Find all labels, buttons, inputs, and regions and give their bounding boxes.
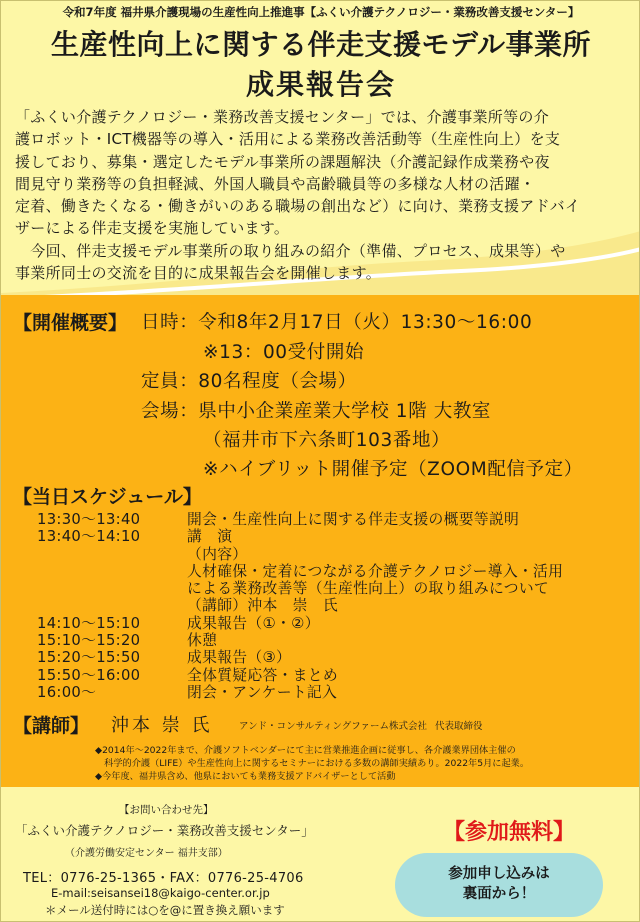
schedule-item: 講 演 xyxy=(187,528,233,546)
schedule-item: 全体質疑応答・まとめ xyxy=(187,666,338,684)
schedule-time: 13:40～14:10 xyxy=(37,528,141,546)
schedule-item: 閉会・アンケート記入 xyxy=(187,683,338,701)
schedule-item: 開会・生産性向上に関する伴走支援の概要等説明 xyxy=(187,511,520,528)
header-subtitle: 令和7年度 福井県介護現場の生産性向上推進事【ふくい介護テクノロジー・業務改善支援センター】 xyxy=(62,5,580,19)
intro-line: 今回、伴走支援モデル事業所の取り組みの紹介（準備、プロセス、成果等）や xyxy=(15,241,566,260)
schedule-time: 15:10～15:20 xyxy=(37,632,141,650)
lecture-detail: 人材確保・定着につながる介護テクノロジー導入・活用 xyxy=(187,562,564,580)
email-note: ＊メール送付時には○を@に置き換え願います xyxy=(45,903,285,917)
lecturer-heading: 【講師】 xyxy=(13,715,90,737)
intro-line: ザーによる伴走支援を実施しています。 xyxy=(15,219,290,238)
reception-time: ※13：00受付開始 xyxy=(203,342,365,363)
intro-line: 事業所同士の交流を目的に成果報告会を開催します。 xyxy=(15,264,382,283)
apply-button-line: 裏面から！ xyxy=(462,886,536,902)
schedule-row xyxy=(37,615,637,632)
overview-heading: 【開催概要】 xyxy=(13,312,128,334)
schedule-time: 16:00～ xyxy=(37,683,97,701)
contact-branch: （介護労働安定センター 福井支部） xyxy=(65,848,228,859)
schedule-item: 成果報告（①・②） xyxy=(187,614,320,632)
lecturer-name: 沖本 崇 氏 xyxy=(111,715,213,736)
contact-phone-fax: TEL：0776-25-1365・FAX：0776-25-4706 xyxy=(23,871,304,886)
intro-line: 護ロボット・ICT機器等の導入・活用による業務改善活動等（生産性向上）を支 xyxy=(15,130,561,149)
lecture-detail: （内容） xyxy=(187,545,248,563)
contact-email[interactable]: E-mail:seisansei18@kaigo-center.or.jp xyxy=(51,886,270,900)
schedule-item: 成果報告（③） xyxy=(187,649,292,667)
main-title-line-2: 成果報告会 xyxy=(245,68,396,101)
profile-line: ◆今年度、福井県含め、他県においても業務支援アドバイザーとして活動 xyxy=(95,771,396,783)
schedule-time: 15:50～16:00 xyxy=(37,666,141,684)
schedule-row xyxy=(37,684,637,701)
intro-line: 定着、働きたくなる・働きがいのある職場の創出など）に向け、業務支援アドバイ xyxy=(15,197,581,216)
schedule-list xyxy=(37,511,637,701)
apply-button-line: 参加申し込みは xyxy=(448,866,550,882)
lecturer-profile xyxy=(95,744,635,784)
schedule-row xyxy=(37,511,637,528)
intro-text xyxy=(15,106,631,284)
intro-line: 援しており、募集・選定したモデル事業所の課題解決（介護記録作成業務や夜 xyxy=(15,152,550,171)
schedule-time: 15:20～15:50 xyxy=(37,649,141,667)
venue-address: （福井市下六条町103番地） xyxy=(203,430,451,451)
apply-button[interactable] xyxy=(395,853,603,917)
profile-line: 科学的介護（LIFE）や生産性向上に関するセミナーにおける多数の講師実績あり。2022年5月に起業。 xyxy=(95,758,530,770)
intro-line: 間見守り業務等の負担軽減、外国人職員や高齢職員等の多様な人材の活躍・ xyxy=(15,174,536,193)
schedule-time: 14:10～15:10 xyxy=(37,614,141,632)
schedule-item: 休憩 xyxy=(187,632,218,650)
schedule-heading: 【当日スケジュール】 xyxy=(13,486,202,508)
contact-heading: 【お問い合わせ先】 xyxy=(119,804,214,816)
lecturer-organization: アンド・コンサルティングファーム株式会社 xyxy=(239,721,428,732)
lecturer-role: 代表取締役 xyxy=(435,721,483,732)
contact-organization: 「ふくい介護テクノロジー・業務改善支援センター」 xyxy=(15,823,314,838)
event-capacity: 定員：80名程度（会場） xyxy=(141,371,357,392)
schedule-row xyxy=(37,667,637,684)
main-title-line-1: 生産性向上に関する伴走支援モデル事業所 xyxy=(50,28,592,61)
event-datetime: 日時：令和8年2月17日（火）13:30～16:00 xyxy=(141,312,533,333)
schedule-time: 13:30～13:40 xyxy=(37,511,141,528)
event-venue: 会場：県中小企業産業大学校 1階 大教室 xyxy=(141,401,492,422)
intro-line: 「ふくい介護テクノロジー・業務改善支援センター」では、介護事業所等の介 xyxy=(15,108,550,126)
schedule-row xyxy=(37,649,637,666)
schedule-row xyxy=(37,528,637,545)
hybrid-note: ※ハイブリット開催予定（ZOOM配信予定） xyxy=(203,459,583,480)
lecture-detail: による業務改善等（生産性向上）の取り組みについて xyxy=(187,580,550,598)
profile-line: ◆2014年～2022年まで、介護ソフトベンダーにて主に営業推進企画に従事し、各介護業界団体主催の xyxy=(95,745,516,756)
lecture-detail: （講師）沖本 崇 氏 xyxy=(187,597,338,615)
free-admission-label: 【参加無料】 xyxy=(442,820,575,845)
schedule-row xyxy=(37,632,637,649)
